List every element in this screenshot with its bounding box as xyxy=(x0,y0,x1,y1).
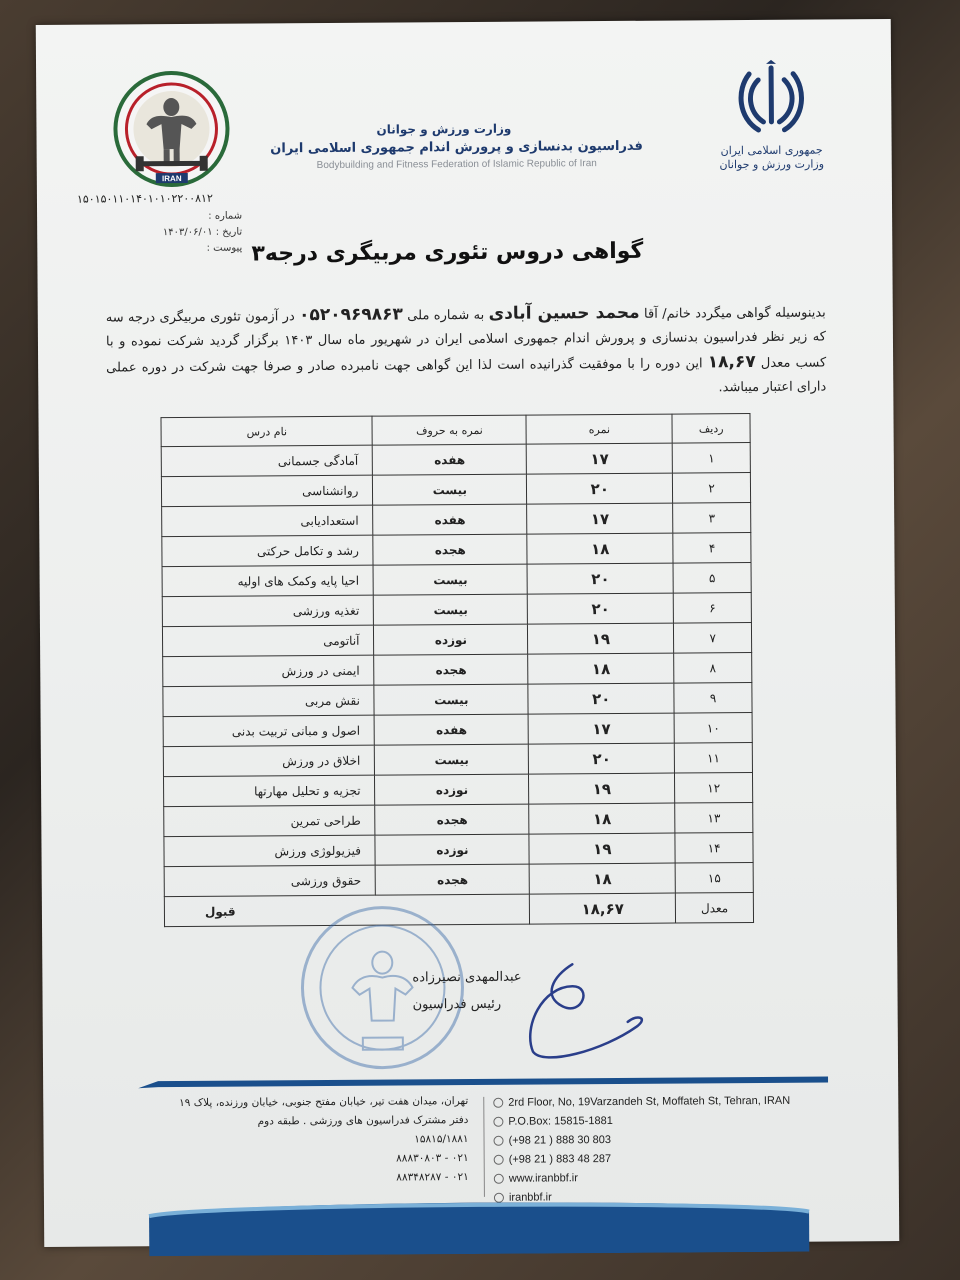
grade: ۱۸ xyxy=(529,803,675,834)
course-name: اخلاق در ورزش xyxy=(163,745,375,776)
signatory-role: رئیس فدراسیون xyxy=(412,996,502,1013)
handwritten-signature xyxy=(422,956,663,1068)
course-name: آناتومی xyxy=(162,625,374,656)
grade-words: بیست xyxy=(373,564,527,595)
certificate-body xyxy=(106,299,827,404)
row-number: ۱ xyxy=(672,443,750,474)
table-row xyxy=(162,623,751,657)
course-name: رشد و تکامل حرکتی xyxy=(162,535,374,566)
result-status: قبول xyxy=(164,894,530,927)
letterhead xyxy=(266,121,646,172)
phone-2: (+98 21 ) 883 48 287 xyxy=(508,1153,612,1166)
course-name: روانشناسی xyxy=(161,475,373,506)
address-fa-line: دفتر مشترک فدراسیون های ورزشی . طبقه دوم xyxy=(257,1114,469,1128)
grade: ۱۹ xyxy=(529,833,675,864)
row-number: ۷ xyxy=(674,623,752,654)
grade-words: بیست xyxy=(374,594,528,625)
phone-icon xyxy=(494,1155,504,1165)
grade-words: هجده xyxy=(374,654,528,685)
government-emblem xyxy=(716,59,827,172)
grade-words: هفده xyxy=(374,714,528,745)
federation-title-fa: فدراسیون بدنسازی و پرورش اندام جمهوری اسلامی ایران xyxy=(270,138,643,157)
mailbox-icon xyxy=(493,1117,503,1127)
signatory-name: عبدالمهدی نصیرزاده xyxy=(412,969,522,986)
body-part-4: این دوره را با موفقیت گذرانیده است لذا این گواهی جهت نامبرده صادر و صرفا جهت شرکت در دوره عملی دارای اعتبار میباشد. xyxy=(106,356,827,396)
date-value: ۱۴۰۳/۰۶/۰۱ xyxy=(162,226,213,239)
row-number: ۱۴ xyxy=(675,833,753,864)
row-number: ۴ xyxy=(673,533,751,564)
average-label: معدل xyxy=(676,893,754,924)
header-grade-words: نمره به حروف xyxy=(372,415,526,445)
certificate-title: گواهی دروس تئوری مربیگری درجه۳ xyxy=(251,238,644,267)
course-name: تجزیه و تحلیل مهارتها xyxy=(163,775,375,806)
grade: ۱۸ xyxy=(529,863,675,894)
row-number: ۶ xyxy=(674,593,752,624)
row-number: ۹ xyxy=(674,683,752,714)
globe-icon xyxy=(494,1174,504,1184)
ministry-title: وزارت ورزش و جوانان xyxy=(376,121,512,137)
certificate-paper xyxy=(36,19,900,1247)
table-row xyxy=(163,653,752,687)
header-row-number: ردیف xyxy=(672,414,750,444)
phone-fa-2: ۰۲۱ - ۸۸۳۴۸۲۸۷ xyxy=(396,1171,469,1184)
course-name: ایمنی در ورزش xyxy=(163,655,375,686)
table-row xyxy=(163,683,752,717)
po-box: P.O.Box: 15815-1881 xyxy=(508,1114,613,1128)
average-inline: ۱۸,۶۷ xyxy=(707,351,756,373)
row-number: ۱۵ xyxy=(675,863,753,894)
grade-words: نوزده xyxy=(375,774,529,805)
ministry-name-seal: وزارت ورزش و جوانان xyxy=(719,157,825,172)
table-row xyxy=(164,833,753,867)
location-icon xyxy=(493,1098,503,1108)
date-label: تاریخ : xyxy=(215,226,243,238)
table-row xyxy=(163,773,752,807)
phone-1: (+98 21 ) 888 30 803 xyxy=(508,1134,612,1147)
address-en-line: 2rd Floor, No, 19Varzandeh St, Moffateh St, Tehran, IRAN xyxy=(508,1094,791,1109)
address-en xyxy=(493,1092,814,1208)
course-name: نقش مربی xyxy=(163,685,375,716)
website: www.iranbbf.ir xyxy=(508,1172,578,1185)
grade: ۱۸ xyxy=(528,653,674,684)
grades-table xyxy=(160,413,754,927)
course-name: استعدادیابی xyxy=(162,505,374,536)
table-row xyxy=(162,503,751,537)
row-number: ۵ xyxy=(673,563,751,594)
row-number: ۱۰ xyxy=(674,713,752,744)
grade: ۱۹ xyxy=(529,773,675,804)
government-name: جمهوری اسلامی ایران xyxy=(720,143,823,158)
course-name: اصول و مبانی تربیت بدنی xyxy=(163,715,375,746)
row-number: ۱۲ xyxy=(675,773,753,804)
course-name: طراحی تمرین xyxy=(164,805,376,836)
grade: ۱۷ xyxy=(527,503,673,534)
national-id: ۰۵۲۰۹۶۹۸۶۳ xyxy=(299,304,403,326)
footer-divider xyxy=(483,1097,485,1197)
grade: ۲۰ xyxy=(527,473,673,504)
course-name: تغذیه ورزشی xyxy=(162,595,374,626)
course-name: احیا پایه وکمک های اولیه xyxy=(162,565,374,596)
grade-words: هجده xyxy=(375,804,529,835)
grade: ۱۷ xyxy=(528,713,674,744)
bottom-band xyxy=(139,1192,819,1257)
table-row xyxy=(164,803,753,837)
grade-words: هفده xyxy=(373,444,527,475)
grade: ۱۹ xyxy=(528,623,674,654)
table-row xyxy=(162,563,751,597)
row-number: ۱۱ xyxy=(675,743,753,774)
postal-code-fa: ۱۵۸۱۵/۱۸۸۱ xyxy=(414,1133,469,1146)
grade: ۲۰ xyxy=(529,743,675,774)
holder-name: محمد حسین آبادی xyxy=(488,302,640,324)
logo-iran-text: IRAN xyxy=(162,173,182,184)
body-part-1: بدینوسیله گواهی میگردد خانم/ آقا xyxy=(643,305,826,322)
row-number: ۲ xyxy=(673,473,751,504)
grade: ۲۰ xyxy=(528,593,674,624)
grade: ۲۰ xyxy=(527,563,673,594)
instagram-handle: iranbbf.ir xyxy=(508,1191,552,1204)
grade: ۱۷ xyxy=(527,443,673,474)
body-part-3: در آزمون تئوری مربیگری درجه سه که زیر نظر فدراسیون بدنسازی و پرورش اندام جمهوری اسلامی ایران در شهریور ماه سال ۱۴۰۳ برگزار گردید شرکت نموده و با کسب معدل xyxy=(105,309,827,371)
body-part-2: به شماره ملی xyxy=(407,307,485,324)
grade-words: هجده xyxy=(373,534,527,565)
course-name: فیزیولوژی ورزش xyxy=(164,835,376,866)
grade-words: بیست xyxy=(373,474,527,505)
grade-words: بیست xyxy=(374,684,528,715)
row-number: ۱۳ xyxy=(675,803,753,834)
grade-words: نوزده xyxy=(374,624,528,655)
federation-title-en: Bodybuilding and Fitness Federation of Islamic Republic of Iran xyxy=(316,158,597,172)
grade-words: هفده xyxy=(373,504,527,535)
number-label: شماره : xyxy=(208,210,243,222)
table-row xyxy=(162,593,751,627)
table-row xyxy=(162,533,751,567)
course-name: آمادگی جسمانی xyxy=(161,445,373,476)
table-row xyxy=(161,473,750,507)
row-number: ۳ xyxy=(673,503,751,534)
address-fa xyxy=(138,1092,469,1189)
footer-rule xyxy=(138,1074,828,1089)
federation-logo xyxy=(111,69,232,190)
table-header-row xyxy=(161,414,750,447)
phone-fa-1: ۰۲۱ - ۸۸۸۳۰۸۰۳ xyxy=(396,1152,469,1165)
phone-icon xyxy=(494,1136,504,1146)
address-fa-line: تهران، میدان هفت تیر، خیابان مفتح جنوبی، خیابان ورزنده، پلاک ۱۹ xyxy=(179,1095,469,1110)
grade-words: هجده xyxy=(376,864,530,895)
course-name: حقوق ورزشی xyxy=(164,865,376,896)
grade-words: بیست xyxy=(375,744,529,775)
header-grade: نمره xyxy=(526,414,672,444)
table-row xyxy=(161,443,750,477)
table-row xyxy=(163,743,752,777)
table-row xyxy=(164,863,753,897)
average-value: ۱۸,۶۷ xyxy=(530,893,676,924)
attachment-label: پیوست : xyxy=(206,242,243,254)
table-row xyxy=(163,713,752,747)
letter-meta xyxy=(132,209,242,258)
grade: ۲۰ xyxy=(528,683,674,714)
row-number: ۸ xyxy=(674,653,752,684)
grade: ۱۸ xyxy=(527,533,673,564)
grade-words: نوزده xyxy=(375,834,529,865)
iran-emblem-icon xyxy=(736,60,807,140)
header-course: نام درس xyxy=(161,416,373,446)
reference-code: ۱۵۰۱۵۰۱۱۰۱۴۰۱۰۱۰۲۲۰۰۸۱۲ xyxy=(76,191,213,206)
